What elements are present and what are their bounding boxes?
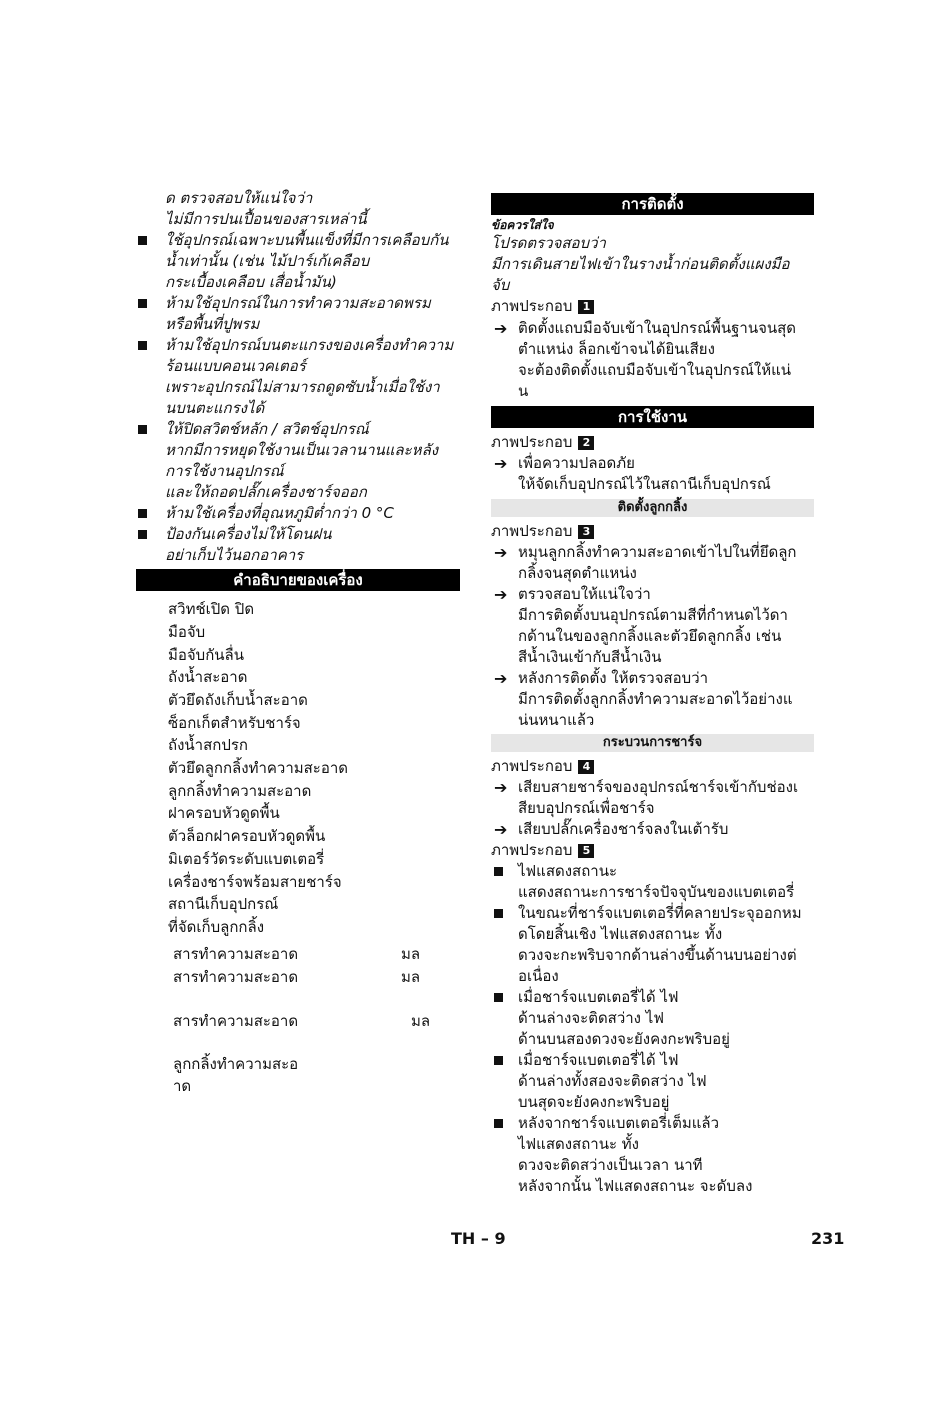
status-line: ดโดยสิ้นเชิง ไฟแสดงสถานะ ทั้ง [518,925,723,943]
warn-line: กระเบื้องเคลือบ เสื่อน้ำมัน) [165,273,337,291]
figure-label: ภาพประกอบ [491,841,573,859]
arrow-icon: ➔ [494,319,508,338]
step-line: เสียบสายชาร์จของอุปกรณ์ชาร์จเข้ากับช่องเ [518,778,799,796]
warn-line: ใช้อุปกรณ์เฉพาะบนพื้นแข็งที่มีการเคลือบกัน [165,231,449,249]
accessory-unit: มล [411,1012,431,1030]
note-line: โปรดตรวจสอบว่า [491,234,606,252]
step-line: มีการติดตั้งลูกกลิ้งทำความสะอาดไว้อย่างแ [518,690,793,708]
status-line: เมื่อชาร์จแบตเตอรี่ได้ ไฟ [518,1051,679,1069]
bullet-icon [138,509,147,518]
figure-ref [491,521,594,542]
warn-line: ให้ปิดสวิตช์หลัก / สวิตช์อุปกรณ์ [165,420,369,438]
warn-line: การใช้งานอุปกรณ์ [165,462,284,480]
figure-label: ภาพประกอบ [491,522,573,540]
status-line: ด้านบนสองดวงจะยังคงกะพริบอยู่ [518,1030,730,1048]
warn-line: ร้อนแบบคอนเวคเตอร์ [165,357,306,375]
subsection-title-roller: ติดตั้งลูกกลิ้ง [491,499,814,517]
part-item: ซ็อกเก็ตสำหรับชาร์จ [168,714,301,732]
arrow-icon: ➔ [494,454,508,473]
figure-number: 5 [578,844,594,858]
accessory-name: ลูกกลิ้งทำความสะอ [173,1055,299,1073]
accessory-name: สารทำความสะอาด [173,945,299,963]
footer-code: TH – 9 [451,1229,506,1248]
warn-line: ป้องกันเครื่องไม่ให้โดนฝน [165,525,332,543]
status-line: เมื่อชาร์จแบตเตอรี่ได้ ไฟ [518,988,679,1006]
part-item: ตัวยึดถังเก็บน้ำสะอาด [168,691,308,709]
status-line: ในขณะที่ชาร์จแบตเตอรี่ที่คลายประจุออกหม [518,904,802,922]
bullet-icon [494,993,503,1002]
status-line: ไฟแสดงสถานะ ทั้ง [518,1135,640,1153]
step-line: น่นหนาแล้ว [518,711,595,729]
part-item: สถานีเก็บอุปกรณ์ [168,895,279,913]
note-heading: ข้อควรใส่ใจ [491,218,554,232]
section-title-operation: การใช้งาน [491,406,814,428]
status-line: ด้านล่างทั้งสองจะติดสว่าง ไฟ [518,1072,707,1090]
bullet-icon [138,341,147,350]
warn-line: หรือพื้นที่ปูพรม [165,315,260,333]
arrow-icon: ➔ [494,820,508,839]
bullet-icon [138,425,147,434]
figure-label: ภาพประกอบ [491,297,573,315]
arrow-icon: ➔ [494,669,508,688]
step-line: ตำแหน่ง ล็อกเข้าจนได้ยินเสียง [518,340,715,358]
step-line: สียบอุปกรณ์เพื่อชาร์จ [518,799,655,817]
warn-line: ไม่มีการปนเปื้อนของสารเหล่านี้ [165,210,367,228]
warn-line: ห้ามใช้อุปกรณ์ในการทำความสะอาดพรม [165,294,431,312]
warn-line: นบนตะแกรงได้ [165,399,265,417]
figure-number: 2 [578,436,594,450]
warn-line: ห้ามใช้อุปกรณ์บนตะแกรงของเครื่องทำความ [165,336,454,354]
status-line: หลังจากนั้น ไฟแสดงสถานะ จะดับลง [518,1177,753,1195]
warn-line: ด ตรวจสอบให้แน่ใจว่า [165,189,313,207]
status-line: ดวงจะติดสว่างเป็นเวลา นาที [518,1156,703,1174]
status-line: แสดงสถานะการชาร์จปัจจุบันของแบตเตอรี่ [518,883,795,901]
accessory-unit: มล [401,968,421,986]
accessory-name: สารทำความสะอาด [173,1012,299,1030]
bullet-icon [138,236,147,245]
arrow-icon: ➔ [494,778,508,797]
figure-number: 3 [578,525,594,539]
step-line: กลิ้งจนสุดตำแหน่ง [518,564,637,582]
step-line: หมุนลูกกลิ้งทำความสะอาดเข้าไปในที่ยึดลูก [518,543,797,561]
page-number: 231 [811,1229,845,1248]
warn-line: ห้ามใช้เครื่องที่อุณหภูมิต่ำกว่า 0 °C [165,504,394,522]
accessory-unit: มล [401,945,421,963]
accessory-name: าด [173,1077,192,1095]
status-line: ด้านล่างจะติดสว่าง ไฟ [518,1009,664,1027]
subsection-title-charging: กระบวนการชาร์จ [491,734,814,752]
step-line: สีน้ำเงินเข้ากับสีน้ำเงิน [518,648,662,666]
step-line: มีการติดตั้งบนอุปกรณ์ตามสีที่กำหนดไว้ดา [518,606,788,624]
figure-ref [491,840,594,861]
figure-label: ภาพประกอบ [491,433,573,451]
bullet-icon [138,299,147,308]
figure-ref [491,432,594,453]
warn-line: อย่าเก็บไว้นอกอาคาร [165,546,304,564]
section-title-install: การติดตั้ง [491,193,814,215]
figure-label: ภาพประกอบ [491,757,573,775]
part-item: ตัวยึดลูกกลิ้งทำความสะอาด [168,759,349,777]
part-item: สวิทช์เปิด ปิด [168,600,255,618]
step-line: หลังการติดตั้ง ให้ตรวจสอบว่า [518,669,709,687]
status-line: ไฟแสดงสถานะ [518,862,618,880]
step-line: กด้านในของลูกกลิ้งและตัวยึดลูกกลิ้ง เช่น [518,627,782,645]
status-line: อเนื่อง [518,967,559,985]
warn-line: เพราะอุปกรณ์ไม่สามารถดูดซับน้ำเมื่อใช้งา [165,378,440,396]
warn-line: น้ำเท่านั้น (เช่น ไม้ปาร์เก้เคลือบ [165,252,370,270]
bullet-icon [494,909,503,918]
section-title-description: คำอธิบายของเครื่อง [136,569,460,591]
part-item: มือจับกันลื่น [168,646,244,664]
figure-ref [491,756,594,777]
warn-line: หากมีการหยุดใช้งานเป็นเวลานานและหลัง [165,441,439,459]
part-item: ฝาครอบหัวดูดพื้น [168,804,280,822]
step-line: เสียบปลั๊กเครื่องชาร์จลงในเต้ารับ [518,820,729,838]
step-line: ติดตั้งแถบมือจับเข้าในอุปกรณ์พื้นฐานจนสุด [518,319,797,337]
step-line: ตรวจสอบให้แน่ใจว่า [518,585,651,603]
status-line: ดวงจะกะพริบจากด้านล่างขึ้นด้านบนอย่างต่ [518,946,797,964]
note-line: จับ [491,276,510,294]
warn-line: และให้ถอดปลั๊กเครื่องชาร์จออก [165,483,367,501]
part-item: เครื่องชาร์จพร้อมสายชาร์จ [168,873,342,891]
bullet-icon [494,1119,503,1128]
part-item: ตัวล็อกฝาครอบหัวดูดพื้น [168,827,326,845]
figure-number: 4 [578,760,594,774]
figure-ref [491,296,594,317]
accessory-name: สารทำความสะอาด [173,968,299,986]
arrow-icon: ➔ [494,585,508,604]
bullet-icon [494,1056,503,1065]
step-line: เพื่อความปลอดภัย [518,454,635,472]
part-item: ลูกกลิ้งทำความสะอาด [168,782,312,800]
figure-number: 1 [578,300,594,314]
part-item: ที่จัดเก็บลูกกลิ้ง [168,918,265,936]
part-item: มือจับ [168,623,206,641]
part-item: ถังน้ำสะอาด [168,668,248,686]
bullet-icon [138,530,147,539]
bullet-icon [494,867,503,876]
step-line: ให้จัดเก็บอุปกรณ์ไว้ในสถานีเก็บอุปกรณ์ [518,475,771,493]
part-item: ถังน้ำสกปรก [168,736,248,754]
part-item: มิเตอร์วัดระดับแบตเตอรี่ [168,850,325,868]
note-line: มีการเดินสายไฟเข้าในรางน้ำก่อนติดตั้งแผงมือ [491,255,790,273]
status-line: หลังจากชาร์จแบตเตอรี่เต็มแล้ว [518,1114,720,1132]
step-line: จะต้องติดตั้งแถบมือจับเข้าในอุปกรณ์ให้แน่ [518,361,792,379]
status-line: บนสุดจะยังคงกะพริบอยู่ [518,1093,670,1111]
step-line: น [518,382,529,400]
arrow-icon: ➔ [494,543,508,562]
